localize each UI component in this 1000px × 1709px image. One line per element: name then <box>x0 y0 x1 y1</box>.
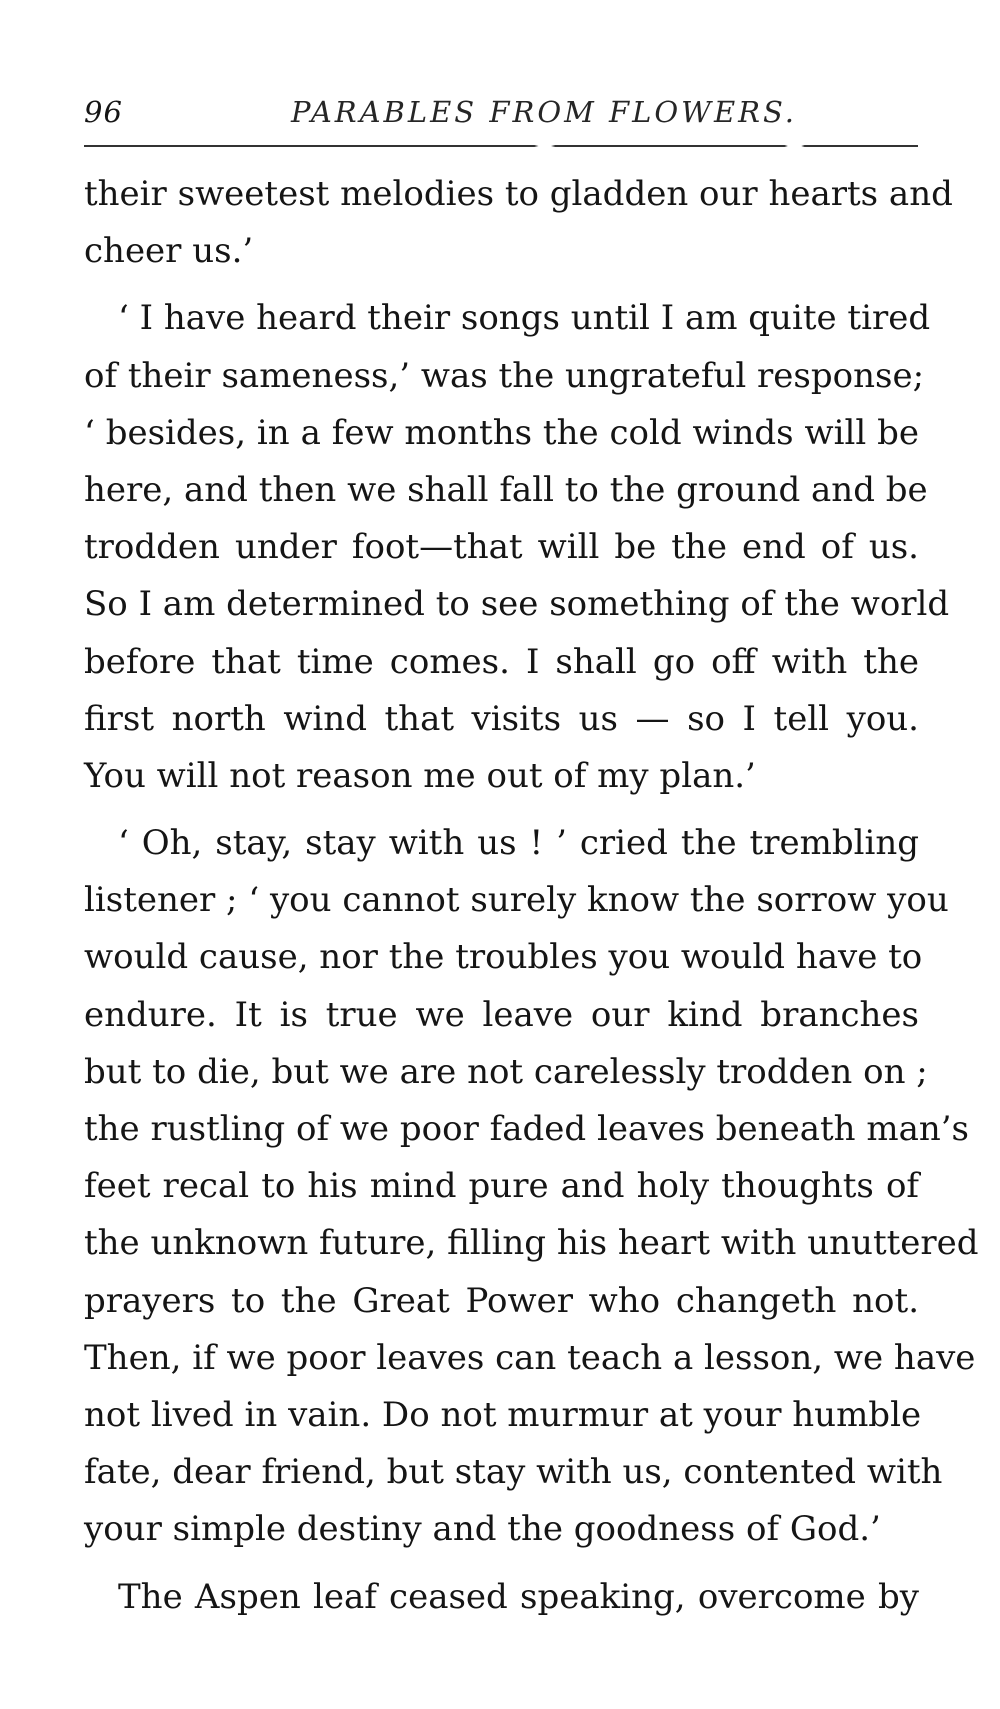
paragraph-3-line-12: fate, dear friend, but stay with us, contented with <box>84 1452 943 1493</box>
running-header <box>84 92 918 136</box>
paragraph-4-line-1: The Aspen leaf ceased speaking, overcome by <box>118 1576 919 1617</box>
paragraph-gap <box>84 1559 919 1569</box>
paragraph-3-line-2: listener ; ‘ you cannot surely know the sorrow you <box>84 880 949 921</box>
paragraph-3-line-7: feet recal to his mind pure and holy thoughts of <box>84 1166 919 1207</box>
paragraph-2-line-3: ‘ besides, in a few months the cold winds will be <box>84 412 919 453</box>
page-number: 96 <box>84 95 123 129</box>
paragraph-3-line-13: your simple destiny and the goodness of God.’ <box>84 1509 881 1550</box>
paragraph-3-line-8: the unknown future, filling his heart with unuttered <box>84 1223 979 1264</box>
paragraph-2-line-6: So I am determined to see something of the world <box>84 584 950 625</box>
paragraph-2-line-4: here, and then we shall fall to the ground and be <box>84 469 928 510</box>
paragraph-3-line-3: would cause, nor the troubles you would have to <box>84 937 923 978</box>
paragraph-3-line-5: but to die, but we are not carelessly trodden on ; <box>84 1051 928 1092</box>
header-rule <box>84 145 918 147</box>
paragraph-1-line-1: their sweetest melodies to gladden our hearts and <box>84 174 953 214</box>
paragraph-2-line-7: before that time comes. I shall go off with the <box>84 641 919 682</box>
paragraph-3-line-4: endure. It is true we leave our kind branches <box>84 994 919 1035</box>
paragraph-2-line-9: You will not reason me out of my plan.’ <box>84 755 756 796</box>
paragraph-1-line-2: cheer us.’ <box>84 231 254 272</box>
paragraph-2-line-8: first north wind that visits us — so I tell you. <box>84 698 919 739</box>
paragraph-3-line-10: Then, if we poor leaves can teach a lesson, we have <box>84 1337 976 1378</box>
running-title: PARABLES FROM FLOWERS. <box>290 95 798 129</box>
paragraph-2-line-1: ‘ I have heard their songs until I am quite tired <box>118 298 931 339</box>
paragraph-3-line-11: not lived in vain. Do not murmur at your humble <box>84 1394 922 1435</box>
paragraph-3-line-9: prayers to the Great Power who changeth not. <box>84 1280 919 1321</box>
paragraph-2-line-5: trodden under foot—that will be the end of us. <box>84 527 919 568</box>
paragraph-gap <box>84 280 919 290</box>
paragraph-2-line-2: of their sameness,’ was the ungrateful response; <box>84 355 925 396</box>
paragraph-3-line-1: ‘ Oh, stay, stay with us ! ’ cried the trembling <box>118 823 919 864</box>
body-text <box>84 166 979 1626</box>
paragraph-gap <box>84 805 919 815</box>
paragraph-3-line-6: the rustling of we poor faded leaves beneath man’s <box>84 1109 969 1149</box>
